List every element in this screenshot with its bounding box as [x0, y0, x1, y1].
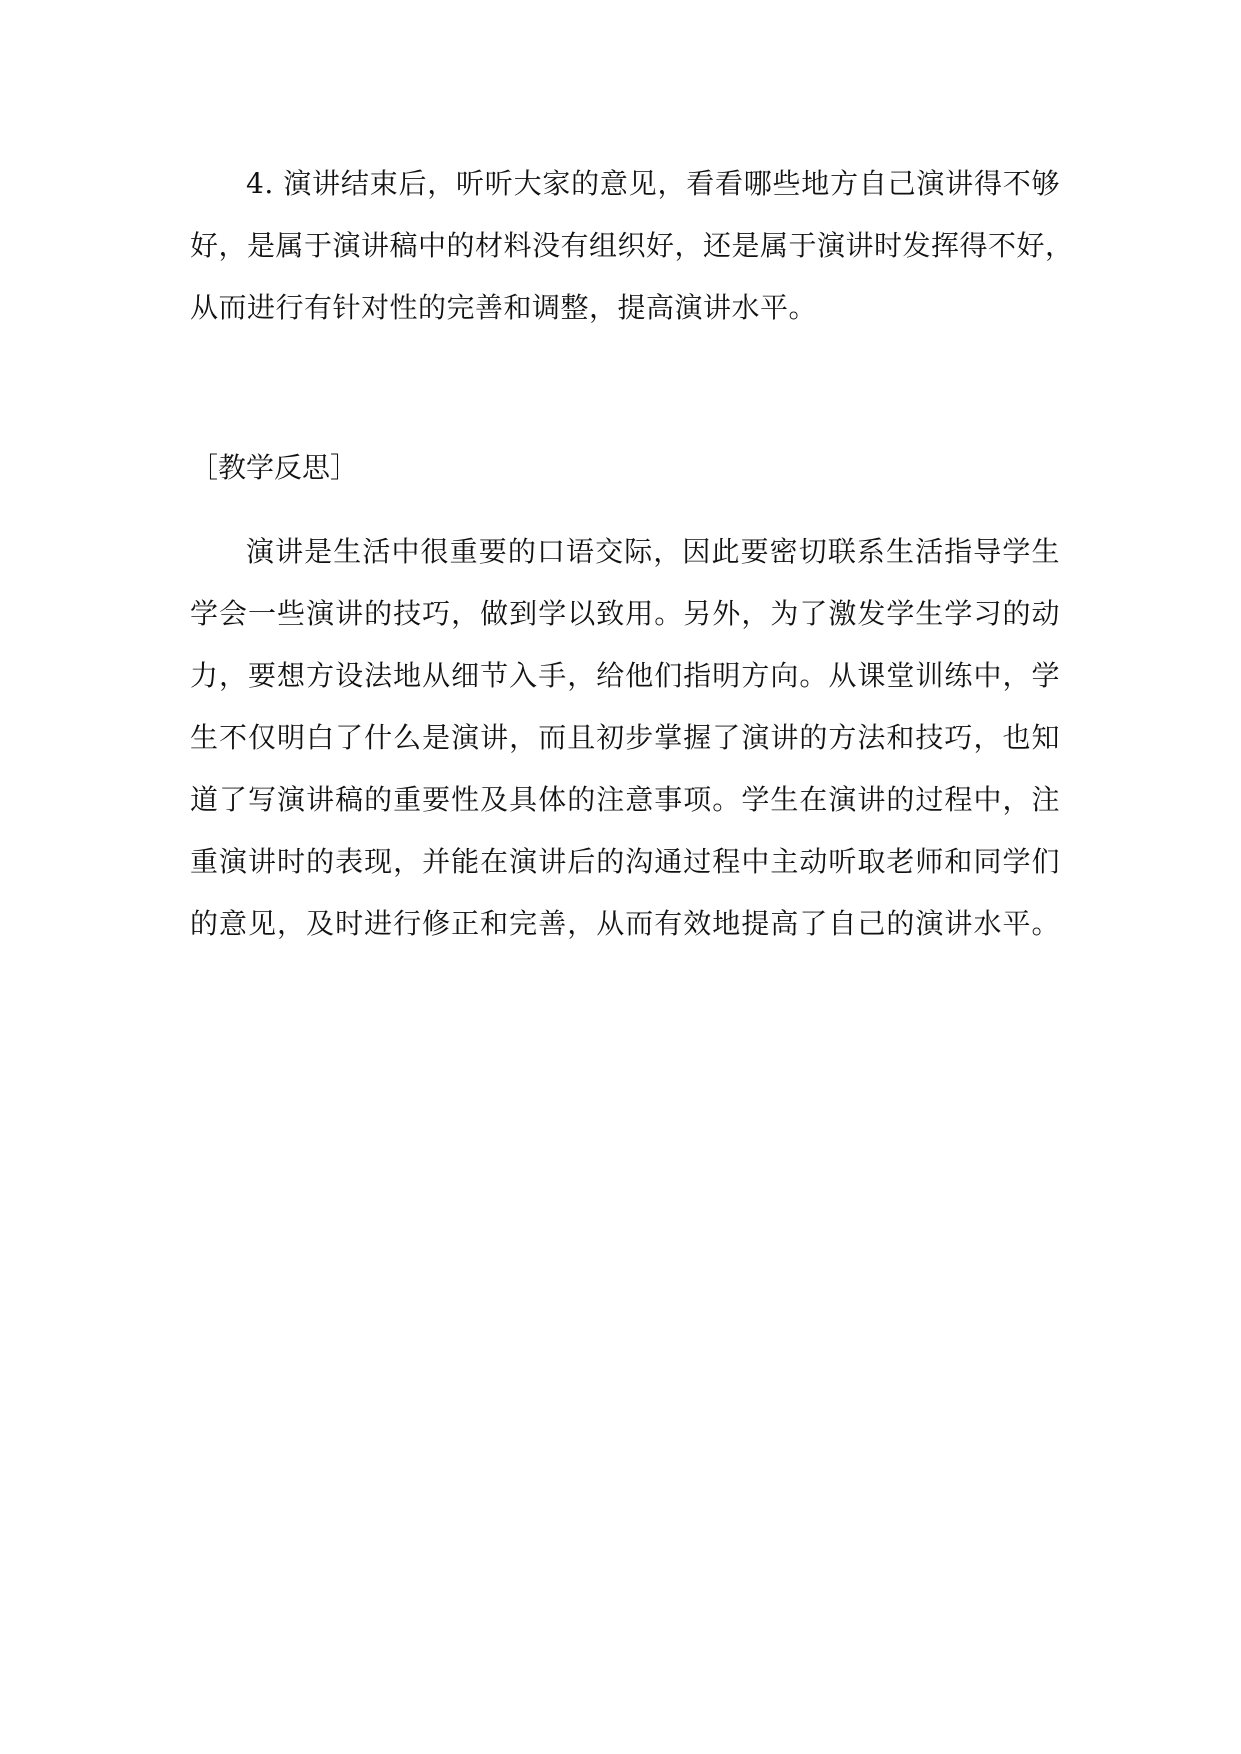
section-heading: ［教学反思］	[190, 451, 359, 484]
paragraph-line: 生不仅明白了什么是演讲，而且初步掌握了演讲的方法和技巧，也知	[190, 721, 1060, 754]
paragraph-line: 道了写演讲稿的重要性及具体的注意事项。学生在演讲的过程中，注	[190, 783, 1060, 816]
paragraph-line: 演讲是生活中很重要的口语交际，因此要密切联系生活指导学生	[246, 535, 1060, 568]
paragraph-line: 从而进行有针对性的完善和调整，提高演讲水平。	[190, 291, 818, 324]
paragraph-line: 力，要想方设法地从细节入手，给他们指明方向。从课堂训练中，学	[190, 659, 1060, 692]
paragraph-line: 重演讲时的表现，并能在演讲后的沟通过程中主动听取老师和同学们	[190, 845, 1060, 878]
paragraph-line: 4. 演讲结束后，听听大家的意见，看看哪些地方自己演讲得不够	[246, 167, 1060, 200]
paragraph-line: 好，是属于演讲稿中的材料没有组织好，还是属于演讲时发挥得不好，	[190, 229, 1074, 262]
paragraph-line: 的意见，及时进行修正和完善，从而有效地提高了自己的演讲水平。	[190, 907, 1060, 940]
paragraph-line: 学会一些演讲的技巧，做到学以致用。另外，为了激发学生学习的动	[190, 597, 1060, 630]
